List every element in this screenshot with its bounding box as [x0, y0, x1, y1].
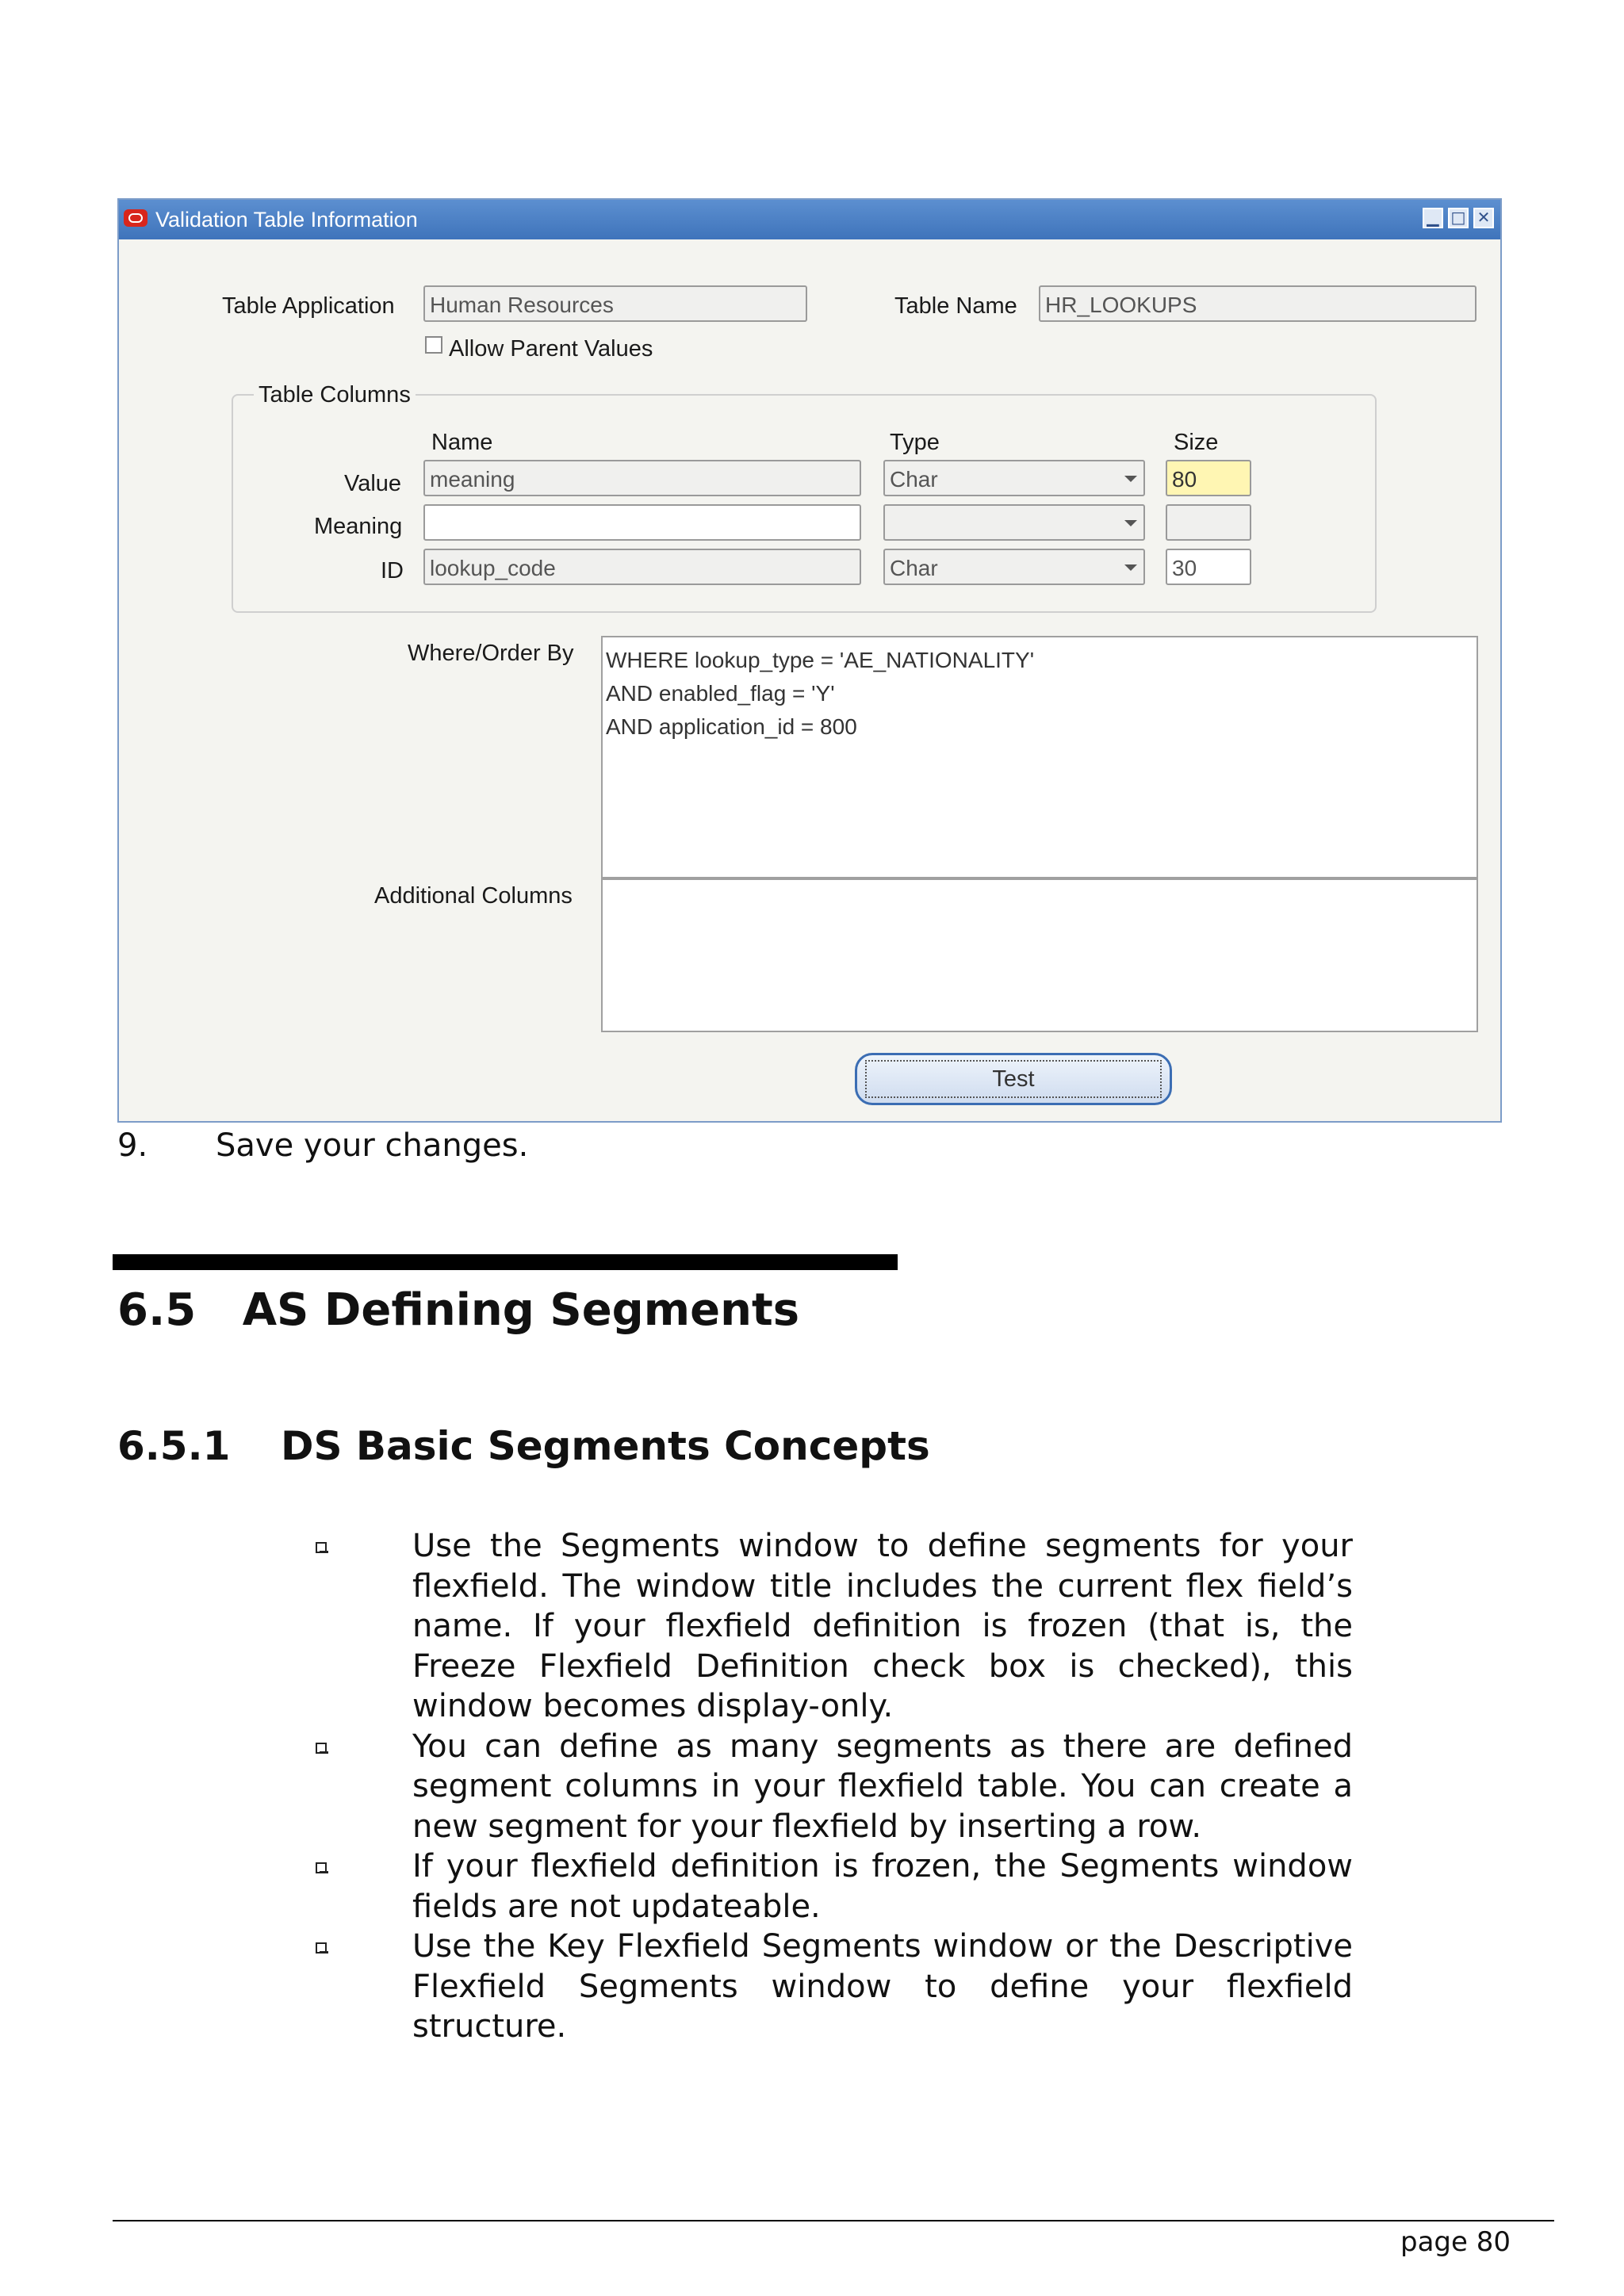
subsection-heading: [117, 1423, 930, 1469]
bullet-list: [309, 1526, 1353, 2047]
column-header-size: Size: [1174, 430, 1219, 455]
table-columns-label: Table Columns: [254, 382, 416, 408]
square-bullet-icon: [316, 1942, 327, 1954]
bullet-text: If your flexfield definition is frozen, the Segments window fields are not updateable.: [412, 1848, 1353, 1925]
section-heading: [117, 1284, 799, 1336]
close-icon[interactable]: ✕: [1473, 208, 1494, 228]
list-item: [309, 1526, 1353, 1727]
list-item: [309, 1927, 1353, 2047]
step-number: 9.: [117, 1127, 148, 1164]
allow-parent-values-label: Allow Parent Values: [449, 336, 653, 362]
validation-table-window: [117, 198, 1502, 1123]
meaning-type-select[interactable]: [883, 504, 1145, 541]
additional-columns-textarea[interactable]: [601, 878, 1478, 1032]
section-title: AS Defining Segments: [242, 1284, 800, 1336]
additional-columns-label: Additional Columns: [374, 883, 573, 909]
square-bullet-icon: [316, 1542, 327, 1553]
id-type-select[interactable]: Char: [883, 549, 1145, 585]
id-name-field[interactable]: lookup_code: [423, 549, 861, 585]
table-name-label: Table Name: [894, 293, 1017, 319]
footer-divider: [113, 2220, 1554, 2221]
column-header-name: Name: [431, 430, 493, 455]
oracle-logo-icon: [124, 209, 147, 227]
table-application-label: Table Application: [222, 293, 395, 319]
window-titlebar: [119, 200, 1500, 239]
where-order-by-label: Where/Order By: [408, 641, 574, 666]
id-size-field[interactable]: 30: [1166, 549, 1251, 585]
square-bullet-icon: [316, 1862, 327, 1873]
table-name-field[interactable]: HR_LOOKUPS: [1039, 285, 1477, 322]
bullet-text: Use the Segments window to define segments for your flexfield. The window title includes the current flex field’s name. If your flexfield definition is frozen (that is, the Freeze Flexfield Definition check box is checked), this window becomes display-only.: [412, 1528, 1353, 1724]
list-item: [309, 1727, 1353, 1847]
column-header-type: Type: [890, 430, 940, 455]
row-label-id: ID: [381, 558, 404, 584]
meaning-name-field[interactable]: [423, 504, 861, 541]
value-type-select[interactable]: Char: [883, 460, 1145, 496]
allow-parent-values-checkbox[interactable]: [425, 336, 442, 354]
where-line: AND application_id = 800: [606, 714, 857, 739]
window-title: Validation Table Information: [155, 208, 418, 232]
section-number: 6.5: [117, 1284, 197, 1336]
table-application-field[interactable]: Human Resources: [423, 285, 807, 322]
bullet-text: Use the Key Flexfield Segments window or the Descriptive Flexfield Segments window to define your flexfield structure.: [412, 1928, 1353, 2045]
value-name-field[interactable]: meaning: [423, 460, 861, 496]
list-item: [309, 1846, 1353, 1927]
row-label-meaning: Meaning: [314, 514, 403, 539]
row-label-value: Value: [344, 471, 402, 496]
page-number: page 80: [1400, 2226, 1511, 2258]
meaning-size-field[interactable]: [1166, 504, 1251, 541]
where-order-by-textarea[interactable]: [601, 636, 1478, 878]
subsection-number: 6.5.1: [117, 1423, 231, 1469]
minimize-icon[interactable]: ▁: [1423, 208, 1443, 228]
value-size-field[interactable]: 80: [1166, 460, 1251, 496]
subsection-title: DS Basic Segments Concepts: [281, 1423, 930, 1469]
step-text: Save your changes.: [216, 1127, 529, 1164]
where-line: WHERE lookup_type = 'AE_NATIONALITY': [606, 648, 1035, 672]
where-line: AND enabled_flag = 'Y': [606, 681, 835, 706]
maximize-icon[interactable]: □: [1448, 208, 1469, 228]
square-bullet-icon: [316, 1743, 327, 1754]
bullet-text: You can define as many segments as there are defined segment columns in your flexfield table. You can create a new segment for your flexfield by inserting a row.: [412, 1728, 1353, 1845]
section-divider: [113, 1254, 898, 1270]
test-button[interactable]: Test: [855, 1053, 1172, 1105]
